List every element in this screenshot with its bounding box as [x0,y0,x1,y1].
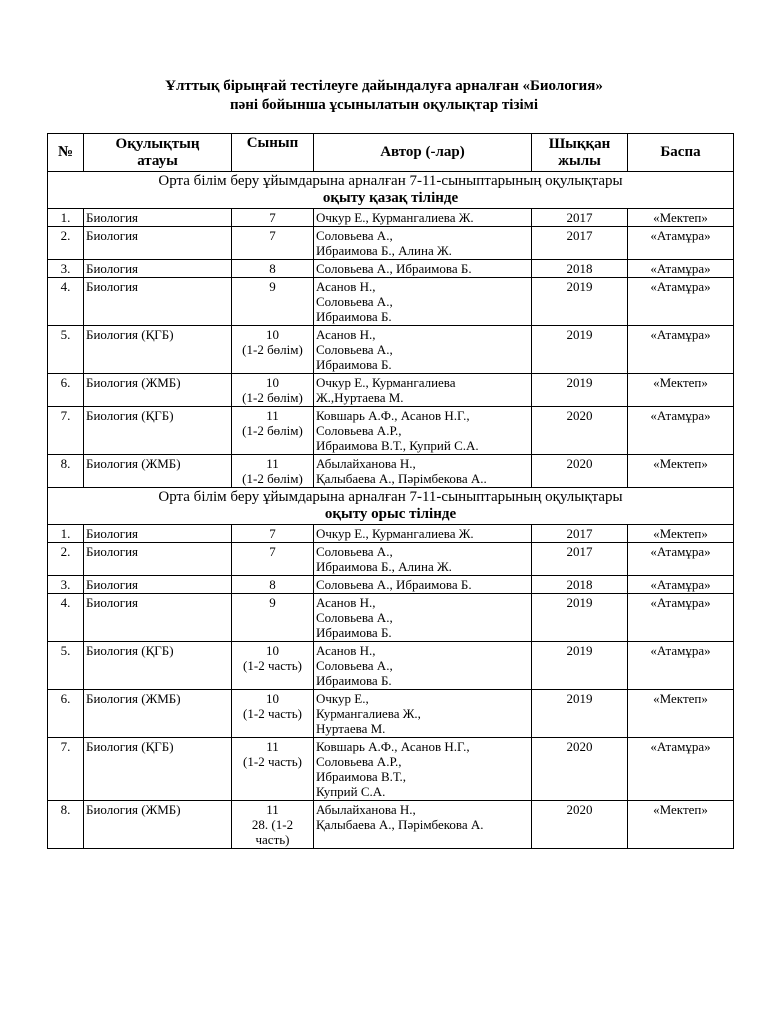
header-publisher: Баспа [628,134,734,172]
grade-line: (1-2 бөлім) [242,423,303,438]
publication-year: 2019 [532,326,628,374]
grade-cell [232,209,314,227]
grade-line: (1-2 бөлім) [242,471,303,486]
publication-year: 2020 [532,801,628,849]
authors-cell [314,801,532,849]
row-number: 8. [48,455,84,488]
textbook-name: Биология (ҚГБ) [84,326,232,374]
table-row [48,525,734,543]
author-line: Очкур Е., Курмангалиева [316,375,456,390]
publication-year: 2018 [532,260,628,278]
section-header-cell [48,172,734,209]
grade-line: 9 [269,595,276,610]
author-line: Асанов Н., [316,643,376,658]
table-row [48,407,734,455]
authors-cell [314,690,532,738]
textbook-name: Биология [84,260,232,278]
row-number: 7. [48,407,84,455]
section-header-cell [48,488,734,525]
row-number: 1. [48,209,84,227]
authors-cell [314,576,532,594]
section-title-line-2: оқыту орыс тілінде [324,506,457,522]
grade-cell [232,642,314,690]
textbook-name: Биология (ЖМБ) [84,690,232,738]
table-row [48,278,734,326]
document-title [40,77,728,115]
publisher: «Мектеп» [628,209,734,227]
publication-year: 2017 [532,227,628,260]
author-line: Ковшарь А.Ф., Асанов Н.Г., [316,739,470,754]
author-line: Соловьева А.Р., [316,754,402,769]
author-line: Қалыбаева А., Пәрімбекова А.. [316,471,487,486]
author-line: Очкур Е., Курмангалиева Ж. [316,210,474,225]
grade-cell [232,326,314,374]
header-name-line-2: атауы [137,152,178,169]
row-number: 7. [48,738,84,801]
publisher: «Атамұра» [628,326,734,374]
textbook-name: Биология (ЖМБ) [84,455,232,488]
publication-year: 2019 [532,278,628,326]
authors-cell [314,543,532,576]
textbook-name: Биология [84,543,232,576]
grade-line: 7 [269,526,276,541]
publication-year: 2017 [532,209,628,227]
textbook-name: Биология (ҚГБ) [84,407,232,455]
textbook-table [47,133,734,849]
textbook-name: Биология [84,278,232,326]
header-year-line-1: Шыққан [548,135,611,152]
author-line: Ибраимова Б. [316,357,392,372]
row-number: 6. [48,690,84,738]
publisher: «Атамұра» [628,260,734,278]
author-line: Соловьева А., Ибраимова Б. [316,577,472,592]
textbook-name: Биология (ЖМБ) [84,801,232,849]
publisher: «Атамұра» [628,576,734,594]
author-line: Очкур Е., [316,691,369,706]
publisher: «Мектеп» [628,374,734,407]
author-line: Соловьева А., Ибраимова Б. [316,261,472,276]
row-number: 2. [48,227,84,260]
publication-year: 2020 [532,407,628,455]
row-number: 2. [48,543,84,576]
grade-cell [232,374,314,407]
author-line: Соловьева А., [316,658,393,673]
author-line: Ибраимова В.Т., Куприй С.А. [316,438,479,453]
grade-line: 11 [266,408,279,423]
table-row [48,576,734,594]
publication-year: 2019 [532,594,628,642]
authors-cell [314,738,532,801]
author-line: Курмангалиева Ж., [316,706,421,721]
textbook-name: Биология [84,594,232,642]
row-number: 4. [48,278,84,326]
grade-line: 8 [269,577,276,592]
title-line-1: Ұлттық бірыңғай тестілеуге дайындалуға арналған «Биология» [165,78,603,94]
table-row [48,374,734,407]
grade-cell [232,455,314,488]
grade-line: 10 [266,375,279,390]
grade-line: (1-2 часть) [243,658,302,673]
authors-cell [314,407,532,455]
row-number: 4. [48,594,84,642]
grade-line: 11 [266,456,279,471]
authors-cell [314,260,532,278]
section-title-line-1: Орта білім беру ұйымдарына арналған 7-11-сыныптарының оқулықтары [158,173,623,189]
author-line: Қалыбаева А., Пәрімбекова А. [316,817,484,832]
publication-year: 2019 [532,642,628,690]
authors-cell [314,374,532,407]
header-name [84,134,232,172]
author-line: Ибраимова Б. [316,309,392,324]
publication-year: 2019 [532,374,628,407]
grade-line: 10 [266,691,279,706]
author-line: Очкур Е., Курмангалиева Ж. [316,526,474,541]
textbook-name: Биология (ҚГБ) [84,642,232,690]
publisher: «Атамұра» [628,227,734,260]
grade-cell [232,576,314,594]
grade-cell [232,260,314,278]
grade-cell [232,227,314,260]
header-year [532,134,628,172]
row-number: 3. [48,260,84,278]
author-line: Соловьева А., [316,228,393,243]
publication-year: 2020 [532,455,628,488]
grade-line: (1-2 бөлім) [242,342,303,357]
publisher: «Атамұра» [628,594,734,642]
author-line: Соловьева А., [316,544,393,559]
header-year-line-2: жылы [558,152,601,169]
textbook-name: Биология [84,576,232,594]
author-line: Ибраимова В.Т., [316,769,407,784]
grade-line: 28. (1-2 [251,817,294,832]
section-title-line-1: Орта білім беру ұйымдарына арналған 7-11-сыныптарының оқулықтары [158,489,623,505]
section-header-row [48,172,734,209]
section-title-line-2: оқыту қазақ тілінде [322,190,459,206]
author-line: Абылайханова Н., [316,456,416,471]
authors-cell [314,278,532,326]
author-line: Ибраимова Б. [316,673,392,688]
authors-cell [314,594,532,642]
textbook-name: Биология [84,525,232,543]
grade-line: (1-2 бөлім) [242,390,303,405]
header-num: № [48,134,84,172]
publication-year: 2018 [532,576,628,594]
publisher: «Атамұра» [628,407,734,455]
row-number: 6. [48,374,84,407]
grade-line: 11 [266,802,279,817]
table-row [48,260,734,278]
table-row [48,209,734,227]
author-line: Соловьева А., [316,610,393,625]
author-line: Соловьева А.Р., [316,423,402,438]
grade-line: 7 [269,210,276,225]
grade-cell [232,801,314,849]
grade-cell [232,278,314,326]
table-row [48,455,734,488]
grade-line: 7 [269,544,276,559]
grade-line: (1-2 часть) [243,706,302,721]
row-number: 1. [48,525,84,543]
publication-year: 2017 [532,543,628,576]
author-line: Ж.,Нуртаева М. [316,390,404,405]
grade-line: 10 [266,643,279,658]
grade-line: 11 [266,739,279,754]
grade-line: 7 [269,228,276,243]
publisher: «Мектеп» [628,801,734,849]
grade-cell [232,690,314,738]
table-row [48,690,734,738]
publisher: «Мектеп» [628,525,734,543]
header-grade: Сынып [232,134,314,172]
table-row [48,801,734,849]
authors-cell [314,642,532,690]
header-name-line-1: Оқулықтың [115,135,200,152]
grade-cell [232,738,314,801]
author-line: Абылайханова Н., [316,802,416,817]
author-line: Асанов Н., [316,595,376,610]
author-line: Куприй С.А. [316,784,386,799]
grade-line: (1-2 часть) [243,754,302,769]
author-line: Ибраимова Б., Алина Ж. [316,243,452,258]
authors-cell [314,227,532,260]
table-row [48,227,734,260]
author-line: Асанов Н., [316,327,376,342]
publisher: «Атамұра» [628,738,734,801]
authors-cell [314,455,532,488]
grade-cell [232,543,314,576]
title-line-2: пәні бойынша ұсынылатын оқулықтар тізімі [229,97,539,113]
publisher: «Мектеп» [628,690,734,738]
authors-cell [314,525,532,543]
grade-line: 10 [266,327,279,342]
publisher: «Атамұра» [628,642,734,690]
grade-line: часть) [255,832,290,847]
textbook-name: Биология [84,227,232,260]
row-number: 3. [48,576,84,594]
row-number: 8. [48,801,84,849]
publication-year: 2017 [532,525,628,543]
grade-line: 9 [269,279,276,294]
textbook-name: Биология (ҚГБ) [84,738,232,801]
row-number: 5. [48,642,84,690]
author-line: Асанов Н., [316,279,376,294]
authors-cell [314,209,532,227]
author-line: Соловьева А., [316,294,393,309]
grade-cell [232,407,314,455]
table-header-row [48,134,734,172]
grade-cell [232,525,314,543]
author-line: Соловьева А., [316,342,393,357]
publisher: «Атамұра» [628,543,734,576]
author-line: Ибраимова Б., Алина Ж. [316,559,452,574]
textbook-name: Биология [84,209,232,227]
table-row [48,738,734,801]
grade-cell [232,594,314,642]
publisher: «Атамұра» [628,278,734,326]
table-row [48,642,734,690]
author-line: Ибраимова Б. [316,625,392,640]
header-author: Автор (-лар) [314,134,532,172]
section-header-row [48,488,734,525]
table-row [48,326,734,374]
author-line: Нуртаева М. [316,721,386,736]
row-number: 5. [48,326,84,374]
textbook-name: Биология (ЖМБ) [84,374,232,407]
publication-year: 2020 [532,738,628,801]
table-row [48,594,734,642]
table-row [48,543,734,576]
author-line: Ковшарь А.Ф., Асанов Н.Г., [316,408,470,423]
grade-line: 8 [269,261,276,276]
publisher: «Мектеп» [628,455,734,488]
authors-cell [314,326,532,374]
publication-year: 2019 [532,690,628,738]
